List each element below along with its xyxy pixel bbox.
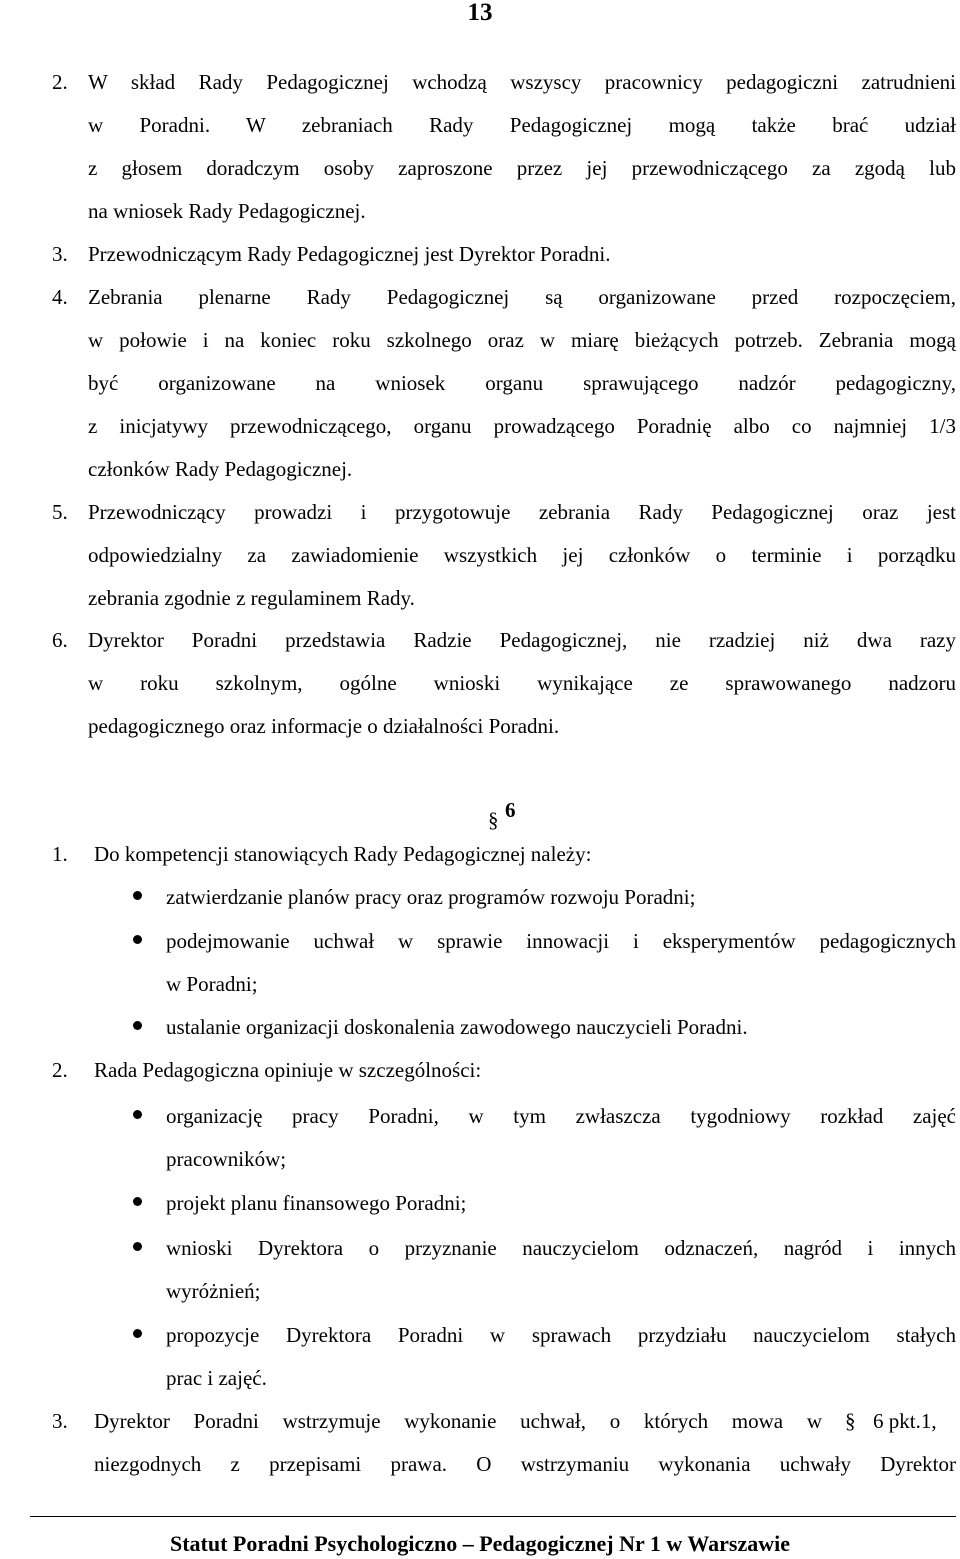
point-number: 1.	[52, 842, 68, 866]
paragraph-line: zebrania zgodnie z regulaminem Rady.	[88, 586, 415, 610]
paragraph-line: W skład Rady Pedagogicznej wchodzą wszyscy pracownicy pedagogiczni zatrudnieni	[88, 70, 956, 94]
bullet-icon	[133, 1197, 142, 1206]
paragraph-line: z głosem doradczym osoby zaproszone przez jej przewodniczącego za zgodą lub	[88, 156, 956, 180]
point-text: Dyrektor Poradni wstrzymuje wykonanie uchwał, o których mowa w	[94, 1409, 822, 1433]
bullet-icon	[133, 1329, 142, 1338]
page-number: 13	[467, 0, 493, 26]
list-item: wnioski Dyrektora o przyznanie nauczycielom odznaczeń, nagród i innych	[166, 1236, 956, 1260]
point-number: 2.	[52, 1058, 68, 1082]
list-item-continuation: pracowników;	[166, 1147, 287, 1171]
paragraph-line: Przewodniczącym Rady Pedagogicznej jest Dyrektor Poradni.	[88, 242, 611, 266]
paragraph-line: członków Rady Pedagogicznej.	[88, 457, 353, 481]
point-text: Rada Pedagogiczna opiniuje w szczególności:	[94, 1058, 482, 1082]
list-item: organizację pracy Poradni, w tym zwłaszcza tygodniowy rozkład zajęć	[166, 1104, 956, 1128]
paragraph-number: 6.	[52, 628, 68, 652]
list-item-continuation: prac i zajęć.	[166, 1366, 267, 1390]
paragraph-number: 5.	[52, 500, 68, 524]
list-item: podejmowanie uchwał w sprawie innowacji i eksperymentów pedagogicznych	[166, 929, 956, 953]
paragraph-line: na wniosek Rady Pedagogicznej.	[88, 199, 366, 223]
paragraph-line: Zebrania plenarne Rady Pedagogicznej są organizowane przed rozpoczęciem,	[88, 285, 956, 309]
bullet-icon	[133, 935, 142, 944]
paragraph-line: Dyrektor Poradni przedstawia Radzie Pedagogicznej, nie rzadziej niż dwa razy	[88, 628, 956, 652]
bullet-icon	[133, 891, 142, 900]
paragraph-line: w połowie i na koniec roku szkolnego oraz w miarę bieżących potrzeb. Zebrania mogą	[88, 328, 956, 352]
paragraph-line: pedagogicznego oraz informacje o działalności Poradni.	[88, 714, 560, 738]
paragraph-number: 4.	[52, 285, 68, 309]
point-text: Do kompetencji stanowiących Rady Pedagogicznej należy:	[94, 842, 592, 866]
paragraph-number: 2.	[52, 70, 68, 94]
point-number: 3.	[52, 1409, 68, 1433]
point-text: niezgodnych z przepisami prawa. O wstrzymaniu wykonania uchwały Dyrektor	[94, 1452, 956, 1476]
paragraph-line: w roku szkolnym, ogólne wnioski wynikające ze sprawowanego nadzoru	[88, 671, 956, 695]
footer-divider	[30, 1516, 956, 1517]
list-item: ustalanie organizacji doskonalenia zawodowego nauczycieli Poradni.	[166, 1015, 748, 1039]
paragraph-line: być organizowane na wniosek organu sprawującego nadzór pedagogiczny,	[88, 371, 956, 395]
paragraph-line: w Poradni. W zebraniach Rady Pedagogicznej mogą także brać udział	[88, 113, 956, 137]
point-text: 6 pkt.1,	[873, 1409, 937, 1433]
page-footer: Statut Poradni Psychologiczno – Pedagogicznej Nr 1 w Warszawie	[169, 1531, 791, 1556]
list-item: zatwierdzanie planów pracy oraz programów rozwoju Poradni;	[166, 885, 696, 909]
list-item: projekt planu finansowego Poradni;	[166, 1191, 467, 1215]
paragraph-line: odpowiedzialny za zawiadomienie wszystkich jej członków o terminie i porządku	[88, 543, 956, 567]
list-item-continuation: w Poradni;	[166, 972, 258, 996]
list-item: propozycje Dyrektora Poradni w sprawach przydziału nauczycielom stałych	[166, 1323, 956, 1347]
list-item-continuation: wyróżnień;	[166, 1279, 261, 1303]
section-symbol: §	[845, 1409, 856, 1433]
bullet-icon	[133, 1021, 142, 1030]
bullet-icon	[133, 1242, 142, 1251]
paragraph-number: 3.	[52, 242, 68, 266]
section-number: 6	[505, 798, 516, 822]
paragraph-line: z inicjatywy przewodniczącego, organu prowadzącego Poradnię albo co najmniej 1/3	[88, 414, 956, 438]
bullet-icon	[133, 1110, 142, 1119]
section-symbol: §	[488, 808, 499, 832]
paragraph-line: Przewodniczący prowadzi i przygotowuje zebrania Rady Pedagogicznej oraz jest	[88, 500, 956, 524]
